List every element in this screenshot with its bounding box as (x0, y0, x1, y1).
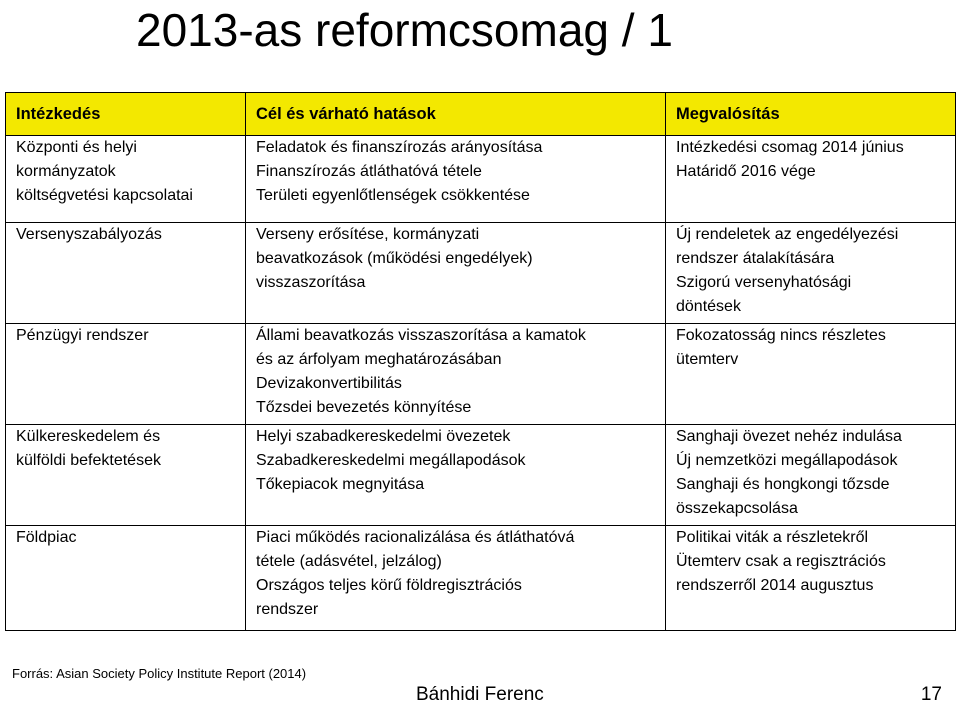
slide-title: 2013-as reformcsomag / 1 (136, 4, 673, 56)
cell-line: Politikai viták a részletekről (676, 529, 869, 546)
cell-line: Finanszírozás átláthatóvá tétele (256, 163, 482, 180)
author-name: Bánhidi Ferenc (416, 684, 544, 705)
measure-cell (6, 223, 246, 324)
cell-line: Központi és helyi (16, 139, 137, 156)
goals-cell (246, 526, 666, 631)
cell-line: Országos teljes körű földregisztrációs (256, 577, 522, 594)
implementation-cell (666, 136, 956, 223)
cell-line: Szigorú versenyhatósági (676, 274, 852, 291)
table-row (6, 324, 956, 425)
cell-line: Ütemterv csak a regisztrációs (676, 553, 886, 570)
cell-line: döntések (676, 298, 741, 315)
cell-line: Határidő 2016 vége (676, 163, 816, 180)
cell-line: Sanghaji és hongkongi tőzsde (676, 476, 890, 493)
table-row (6, 136, 956, 223)
cell-line: Sanghaji övezet nehéz indulása (676, 428, 902, 445)
cell-line: visszaszorítása (256, 274, 366, 291)
cell-line: Versenyszabályozás (16, 226, 162, 243)
cell-line: rendszer (256, 601, 319, 618)
cell-line: Feladatok és finanszírozás arányosítása (256, 139, 543, 156)
cell-line: tétele (adásvétel, jelzálog) (256, 553, 442, 570)
cell-line: Verseny erősítése, kormányzati (256, 226, 480, 243)
measure-cell (6, 425, 246, 526)
header-implementation: Megvalósítás (666, 93, 956, 136)
cell-line: költségvetési kapcsolatai (16, 187, 193, 204)
cell-line: Területi egyenlőtlenségek csökkentése (256, 187, 530, 204)
cell-line: rendszer átalakítására (676, 250, 835, 267)
cell-line: Pénzügyi rendszer (16, 327, 149, 344)
cell-line: Piaci működés racionalizálása és átláthatóvá (256, 529, 575, 546)
implementation-cell (666, 425, 956, 526)
goals-cell (246, 324, 666, 425)
cell-line: Fokozatosság nincs részletes (676, 327, 886, 344)
cell-line: külföldi befektetések (16, 452, 161, 469)
cell-line: Földpiac (16, 529, 77, 546)
goals-cell (246, 425, 666, 526)
measure-cell (6, 136, 246, 223)
cell-line: Állami beavatkozás visszaszorítása a kamatok (256, 327, 586, 344)
source-note: Forrás: Asian Society Policy Institute Report (2014) (12, 666, 307, 681)
reform-table (5, 92, 956, 631)
implementation-cell (666, 223, 956, 324)
cell-line: kormányzatok (16, 163, 116, 180)
cell-line: Helyi szabadkereskedelmi övezetek (256, 428, 511, 445)
table-row (6, 425, 956, 526)
header-measure: Intézkedés (6, 93, 246, 136)
measure-cell (6, 324, 246, 425)
cell-line: Új nemzetközi megállapodások (676, 452, 898, 469)
cell-line: Tőzsdei bevezetés könnyítése (256, 399, 472, 416)
cell-line: ütemterv (676, 351, 739, 368)
table-header-row (6, 93, 956, 136)
cell-line: Szabadkereskedelmi megállapodások (256, 452, 526, 469)
goals-cell (246, 136, 666, 223)
cell-line: Devizakonvertibilitás (256, 375, 402, 392)
cell-line: Új rendeletek az engedélyezési (676, 226, 899, 243)
page-number: 17 (920, 684, 942, 705)
implementation-cell (666, 526, 956, 631)
table-row (6, 223, 956, 324)
cell-line: beavatkozások (működési engedélyek) (256, 250, 533, 267)
cell-line: Tőkepiacok megnyitása (256, 476, 425, 493)
measure-cell (6, 526, 246, 631)
table-row (6, 526, 956, 631)
cell-line: Külkereskedelem és (16, 428, 161, 445)
goals-cell (246, 223, 666, 324)
cell-line: Intézkedési csomag 2014 június (676, 139, 904, 156)
cell-line: összekapcsolása (676, 500, 798, 517)
implementation-cell (666, 324, 956, 425)
cell-line: és az árfolyam meghatározásában (256, 351, 502, 368)
cell-line: rendszerről 2014 augusztus (676, 577, 874, 594)
header-goals: Cél és várható hatások (246, 93, 666, 136)
